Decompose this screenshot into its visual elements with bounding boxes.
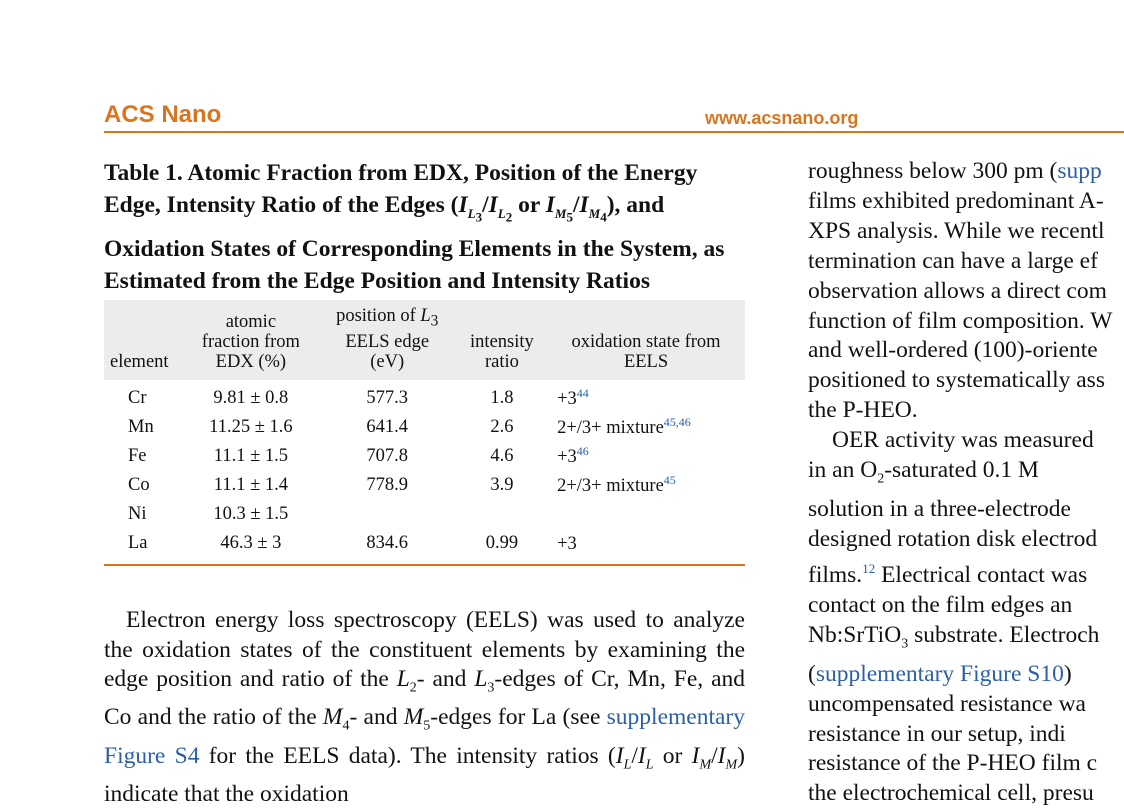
- cell-position: 577.3: [366, 387, 409, 408]
- cell-oxidation: +3: [557, 534, 577, 555]
- text-line: and well-ordered (100)-oriente: [808, 337, 1098, 364]
- text-line: films exhibited predominant A-: [808, 187, 1104, 214]
- reference-link[interactable]: 12: [862, 561, 876, 577]
- cell-intensity: 3.9: [490, 474, 514, 495]
- cell-intensity: [457, 500, 547, 529]
- text-line: resistance of the P-HEO film c: [808, 750, 1098, 777]
- text-line: contact on the film edges an: [808, 592, 1073, 619]
- cell-position: 778.9: [366, 474, 409, 495]
- journal-name: ACS Nano: [104, 101, 222, 128]
- text-line: XPS analysis. While we recentl: [808, 217, 1105, 244]
- data-table: [104, 300, 745, 558]
- cell-oxidation: 2+/3+ mixture$^{45}$: [557, 473, 676, 497]
- cell-element: Cr: [128, 387, 147, 408]
- cell-intensity: 4.6: [490, 445, 514, 466]
- text-line: (supplementary Figure S10): [808, 660, 1072, 687]
- cell-position: 707.8: [366, 445, 409, 466]
- figure-s10-link[interactable]: supplementary Figure S10: [815, 660, 1064, 687]
- cell-fraction: 46.3 ± 3: [220, 532, 282, 553]
- cell-fraction: 11.25 ± 1.6: [209, 416, 293, 437]
- text-line: designed rotation disk electrod: [808, 525, 1098, 552]
- reference-link[interactable]: 45: [663, 473, 676, 488]
- table-bottom-rule: [104, 564, 745, 566]
- col-edge-position: position of $L_3$ EELS edge (eV): [318, 300, 457, 380]
- table-row: [104, 500, 745, 529]
- col-element: element: [104, 300, 184, 380]
- table-row: [104, 413, 745, 442]
- text-line: films.$^{12}$ Electrical contact was: [808, 561, 1088, 589]
- cell-intensity: 0.99: [485, 532, 519, 553]
- text-line: observation allows a direct com: [808, 277, 1107, 304]
- text-line: solution in a three-electrode: [808, 495, 1071, 522]
- cell-element: Co: [128, 474, 150, 495]
- table-row: [104, 380, 745, 413]
- right-column-text: [808, 157, 1124, 807]
- col-intensity-ratio: intensity ratio: [457, 300, 547, 380]
- figure-s4-link[interactable]: supplementary Figure S4: [104, 704, 745, 769]
- cell-oxidation: [547, 500, 745, 529]
- table-row: [104, 442, 745, 471]
- text-line: the P-HEO.: [808, 397, 918, 424]
- text-line: in an $O_2$-saturated 0.1 M: [808, 457, 1039, 487]
- table-row: [104, 471, 745, 500]
- text-line: positioned to systematically ass: [808, 367, 1105, 394]
- text-line: resistance in our setup, indi: [808, 720, 1066, 747]
- cell-position: 834.6: [366, 532, 409, 553]
- table-caption: Table 1. Atomic Fraction from EDX, Position of the Energy Edge, Intensity Ratio of the Edges ($I_{L_3}/I_{L_2}$ or $I_{M_5}/I_{M_4}$), and Oxidation States of Corresponding Elements in the System, as Estimated from the Edge Position and Intensity Ratios: [104, 160, 725, 295]
- text-line: uncompensated resistance wa: [808, 690, 1086, 717]
- text-line: the electrochemical cell, presu: [808, 780, 1094, 807]
- text-line: OER activity was measured: [832, 427, 1094, 454]
- cell-oxidation: 2+/3+ mixture$^{45,46}$: [557, 415, 691, 439]
- reference-link[interactable]: 46: [576, 444, 589, 459]
- header-divider: [104, 131, 1124, 133]
- cell-element: Fe: [128, 445, 147, 466]
- cell-fraction: 11.1 ± 1.5: [213, 445, 288, 466]
- cell-element: Ni: [128, 503, 147, 524]
- eels-paragraph: Electron energy loss spectroscopy (EELS) was used to analyze the oxidation states of the constituent elements by examining the edge position and ratio of the $L_2-$ and $L_3$-edges of Cr, Mn, Fe, and Co and the ratio of the $M_4-$ and $M_5$-edges for La (see supplementary Figure S4 for the EELS data). The intensity ratios ($I_L/I_L$ or $I_M/I_M$) indicate that the oxidation: [104, 607, 745, 808]
- text-line: Nb:SrTiO$_3$ substrate. Electroch: [808, 622, 1100, 652]
- table-header-row: [104, 300, 745, 380]
- col-oxidation-state: oxidation state from EELS: [547, 300, 745, 380]
- reference-link[interactable]: 44: [576, 386, 589, 401]
- table-row: [104, 529, 745, 558]
- text-line: function of film composition. W: [808, 307, 1113, 334]
- cell-fraction: 9.81 ± 0.8: [213, 387, 289, 408]
- cell-element: La: [128, 532, 148, 553]
- journal-url[interactable]: www.acsnano.org: [705, 108, 859, 128]
- cell-fraction: 10.3 ± 1.5: [213, 503, 289, 524]
- supplementary-link[interactable]: supp: [1057, 158, 1102, 184]
- col-atomic-fraction: atomic fraction from EDX (%): [184, 300, 318, 380]
- cell-oxidation: $+3^{44}$: [557, 386, 589, 410]
- cell-position: 641.4: [366, 416, 409, 437]
- cell-intensity: 2.6: [490, 416, 514, 437]
- cell-intensity: 1.8: [490, 387, 514, 408]
- text-line: roughness below 300 pm (supp: [808, 158, 1102, 184]
- cell-element: Mn: [128, 416, 154, 437]
- cell-oxidation: $+3^{46}$: [557, 444, 589, 468]
- cell-position: [318, 500, 457, 529]
- reference-link[interactable]: 45,46: [663, 415, 691, 430]
- cell-fraction: 11.1 ± 1.4: [213, 474, 288, 495]
- text-line: termination can have a large ef: [808, 247, 1098, 274]
